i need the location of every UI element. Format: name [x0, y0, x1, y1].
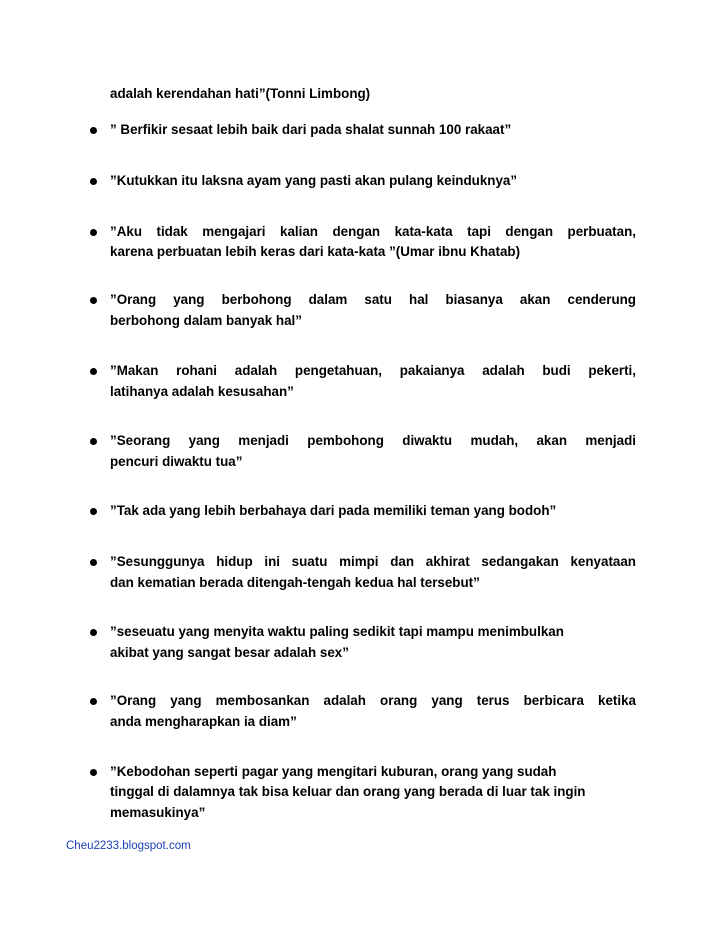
quote-line: tinggal di dalamnya tak bisa keluar dan orang yang berada di luar tak ingin [110, 784, 586, 799]
bullet-icon [90, 229, 97, 236]
quote-line: ”Kutukkan itu laksna ayam yang pasti akan pulang keinduknya” [110, 173, 518, 188]
bullet-icon [90, 438, 97, 445]
quote-line: ”seseuatu yang menyita waktu paling sedikit tapi mampu menimbulkan [110, 624, 564, 639]
quote-line: karena perbuatan lebih keras dari kata-kata ”(Umar ibnu Khatab) [110, 244, 521, 259]
quote-line: ”Tak ada yang lebih berbahaya dari pada memiliki teman yang bodoh” [110, 503, 557, 518]
quote-line: memasukinya” [110, 805, 206, 820]
quote-line: ”Sesunggunya hidup ini suatu mimpi dan akhirat sedangakan kenyataan [110, 554, 636, 569]
bullet-icon [90, 297, 97, 304]
bullet-icon [90, 769, 97, 776]
quote-line: berbohong dalam banyak hal” [110, 313, 302, 328]
bullet-icon [90, 698, 97, 705]
quote-line: ”Orang yang membosankan adalah orang yang terus berbicara ketika [110, 693, 636, 708]
quote-line: ”Orang yang berbohong dalam satu hal biasanya akan cenderung [110, 292, 636, 307]
bullet-icon [90, 508, 97, 515]
bullet-icon [90, 127, 97, 134]
quote-line: akibat yang sangat besar adalah sex” [110, 645, 349, 660]
blog-link[interactable]: Cheu2233.blogspot.com [66, 840, 191, 852]
quote-line: pencuri diwaktu tua” [110, 454, 243, 469]
quote-line: ” Berfikir sesaat lebih baik dari pada shalat sunnah 100 rakaat” [110, 122, 512, 137]
quote-line: dan kematian berada ditengah-tengah kedua hal tersebut” [110, 575, 480, 590]
quote-line: latihanya adalah kesusahan” [110, 384, 294, 399]
bullet-icon [90, 559, 97, 566]
bullet-icon [90, 368, 97, 375]
quote-line: ”Aku tidak mengajari kalian dengan kata-kata tapi dengan perbuatan, [110, 224, 636, 239]
quote-continuation-line: adalah kerendahan hati”(Tonni Limbong) [110, 86, 371, 101]
quote-line: ”Kebodohan seperti pagar yang mengitari kuburan, orang yang sudah [110, 764, 557, 779]
quote-line: ”Seorang yang menjadi pembohong diwaktu mudah, akan menjadi [110, 433, 636, 448]
bullet-icon [90, 178, 97, 185]
quote-line: ”Makan rohani adalah pengetahuan, pakaianya adalah budi pekerti, [110, 363, 636, 378]
quote-line: anda mengharapkan ia diam” [110, 714, 297, 729]
bullet-icon [90, 629, 97, 636]
